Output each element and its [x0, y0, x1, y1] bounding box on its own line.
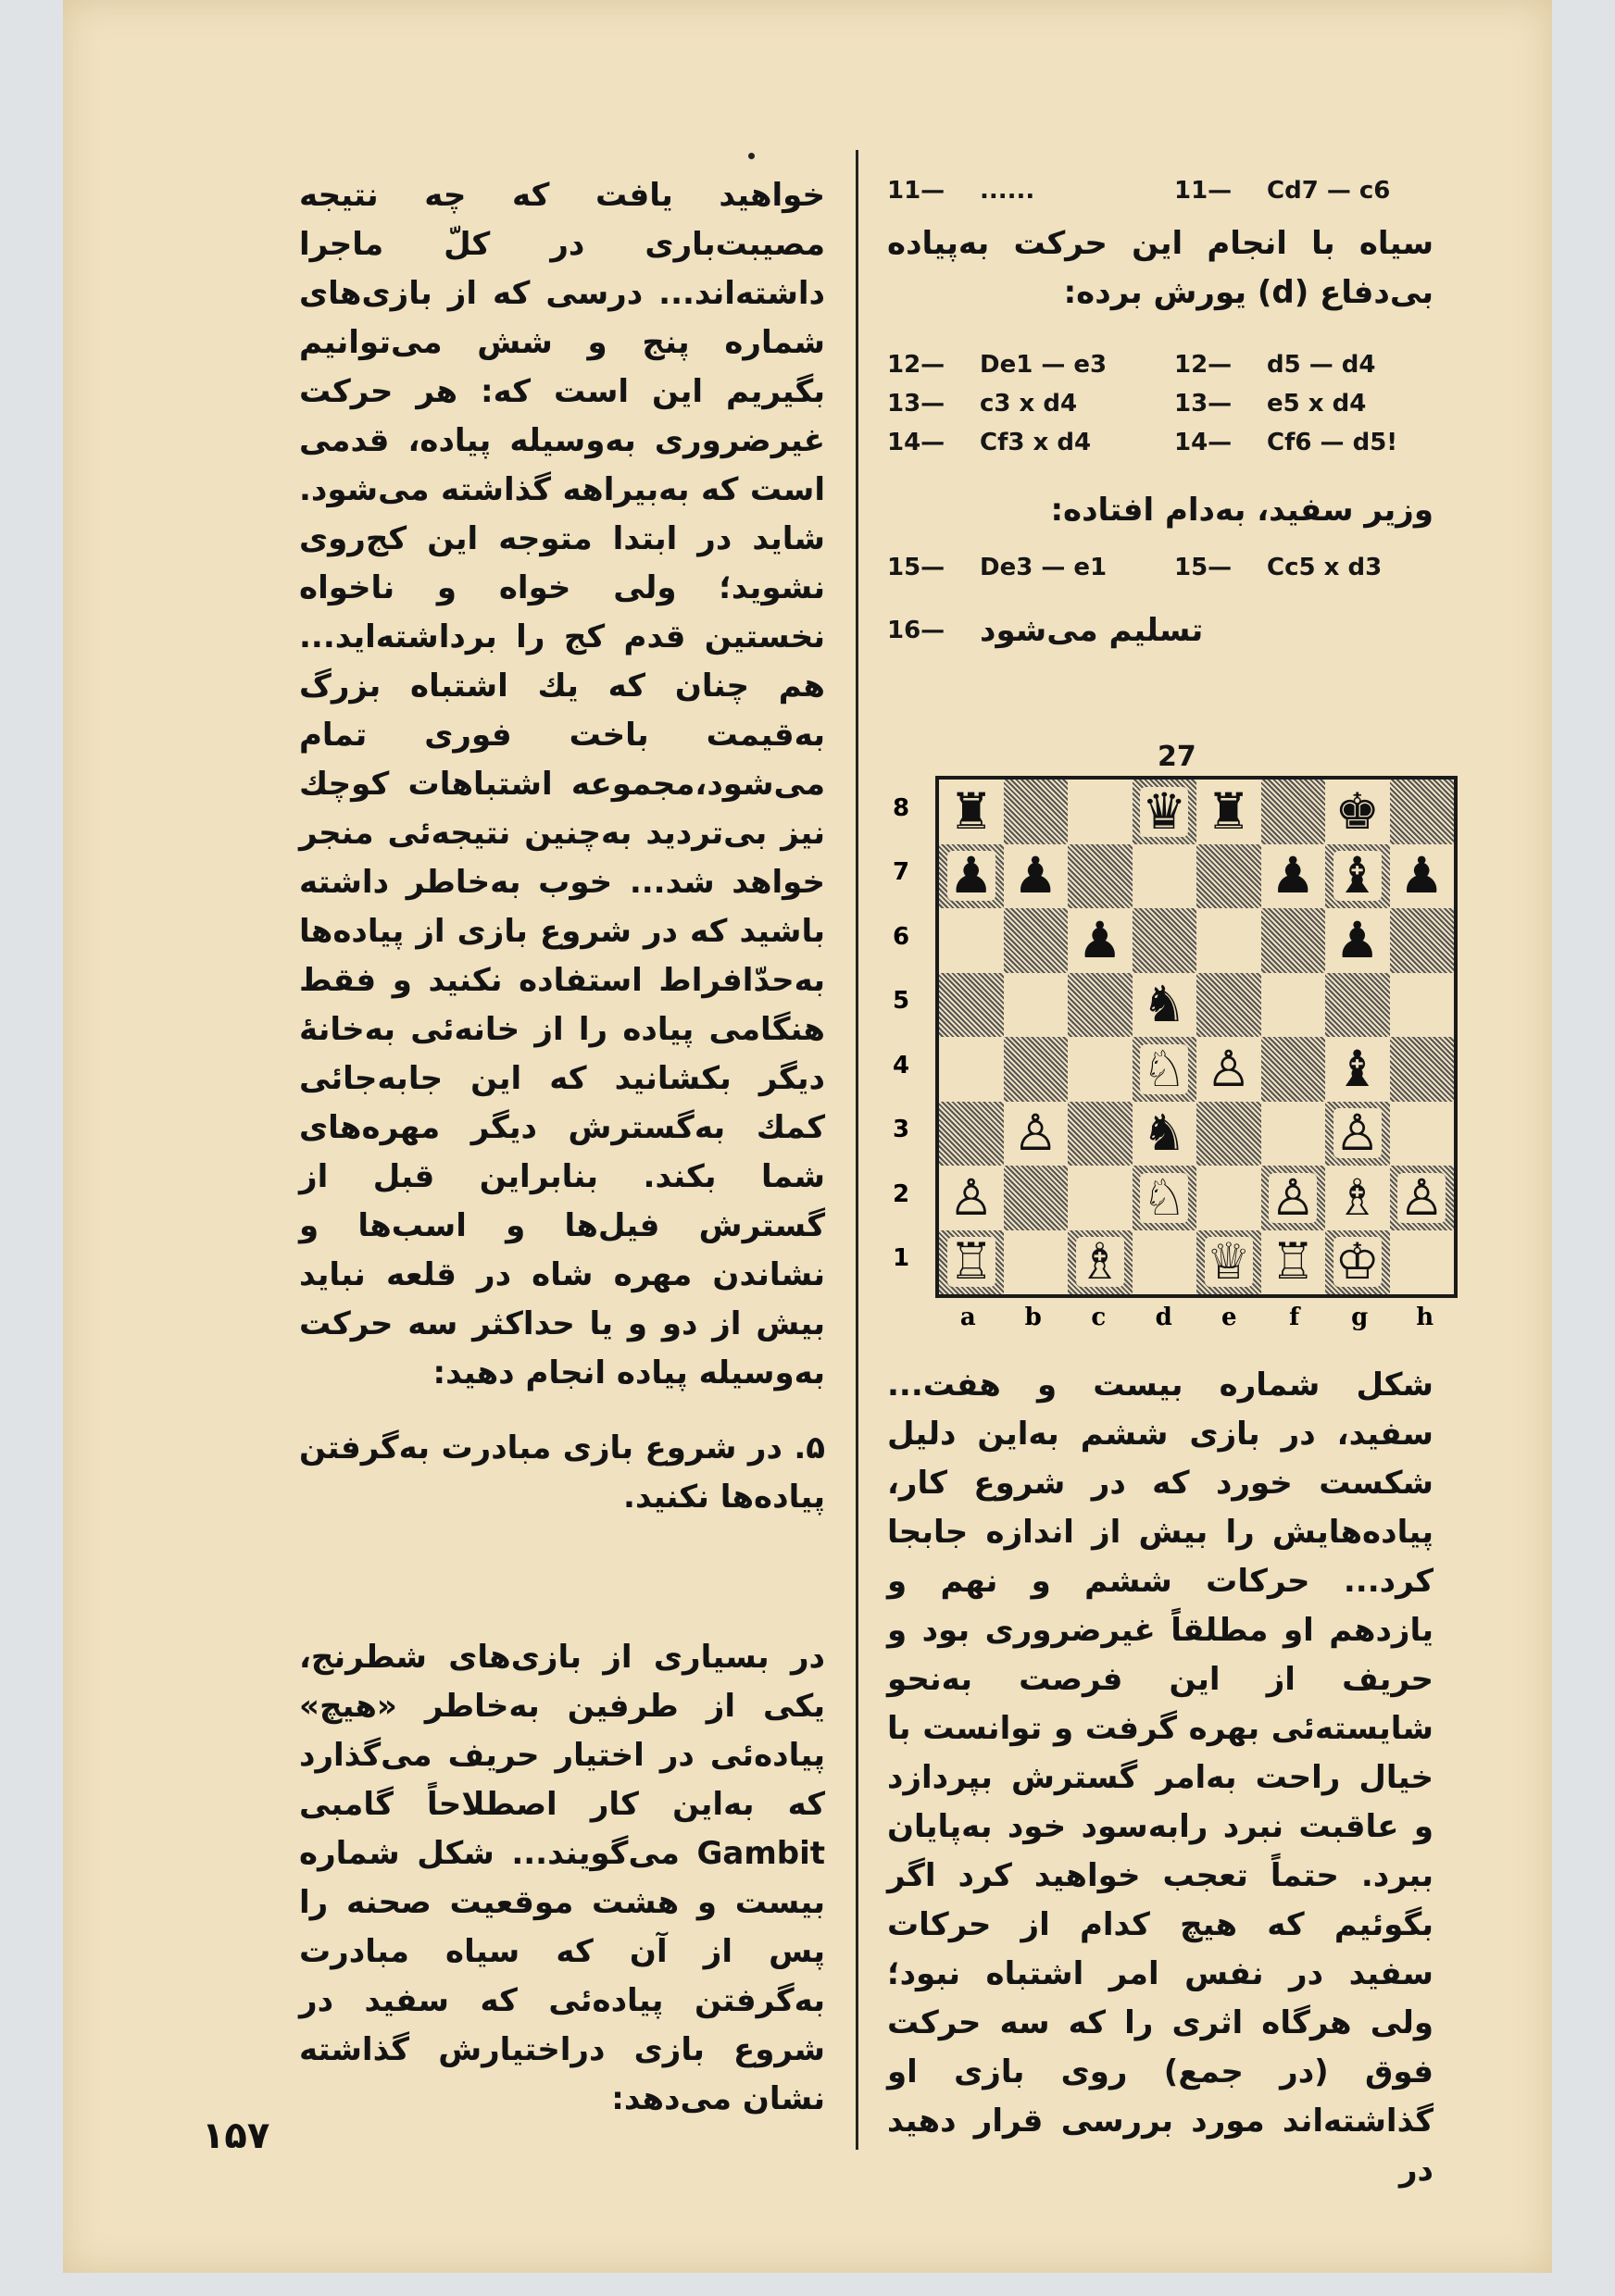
move-number-white: 11—: [887, 177, 945, 205]
move-number-white: 12—: [887, 351, 945, 379]
page-number: ۱۵۷: [202, 2115, 270, 2157]
board-square-h7: [1390, 844, 1455, 909]
file-label: c: [1091, 1304, 1107, 1331]
board-square-a2: [939, 1166, 1004, 1230]
board-square-d7: [1133, 844, 1197, 909]
chess-piece: ♟: [1077, 910, 1122, 969]
left-paragraph-1: خواهید یافت که چه نتیجه مصیبت‌باری در کلّ ماجرا داشته‌اند... درسی که از بازی‌های شماره پنج و شش می‌توانیم بگیریم این است که: هر حرکت غیرضروری به‌وسیله پیاده، قدمی است که به‌بیراهه گذاشته می‌شود. شاید در ابتدا متوجه این کج‌روی نشوید؛ ولی خواه و ناخواه نخستین قدم کج را برداشته‌اید... هم چنان که یك اشتباه بزرگ به‌قیمت باخت فوری تمام می‌شود،مجموعه اشتباهات کوچك نیز بی‌تردید به‌چنین نتیجه‌ئی منجر خواهد شد... خوب به‌خاطر داشته باشید که در شروع بازی از پیاده‌ها به‌حدّافراط استفاده نکنید و فقط هنگامی پیاده را از خانه‌ئی به‌خانهٔ دیگر بکشانید که این جابه‌جائی کمك به‌گسترش دیگر مهره‌های شما بکند. بنابراین قبل از گسترش فیل‌ها و اسب‌ها و نشاندن مهره شاه در قلعه نباید بیش از دو و یا حداکثر سه حرکت به‌وسیله پیاده انجام دهید:: [299, 177, 825, 1391]
move-number-black: 12—: [1174, 351, 1233, 379]
rank-labels: [887, 776, 915, 1291]
board-square-b4: [1004, 1037, 1069, 1102]
board-square-c6: [1068, 908, 1133, 973]
board-square-c5: [1068, 973, 1133, 1038]
board-square-g6: [1325, 908, 1390, 973]
board-square-c8: [1068, 780, 1133, 844]
chess-piece: ♟: [1334, 910, 1380, 969]
board-square-e2: [1196, 1166, 1261, 1230]
move-white: c3 x d4: [980, 390, 1078, 418]
chess-piece: ♘: [1142, 1167, 1187, 1227]
move-black: Cc5 x d3: [1267, 554, 1383, 581]
move-number-black: 11—: [1174, 177, 1233, 205]
board-square-g2: [1325, 1166, 1390, 1230]
board-square-d1: [1133, 1230, 1197, 1295]
section-heading-5: ۵. در شروع بازی مبادرت به‌گرفتن پیاده‌ها نکنید.: [299, 1429, 825, 1516]
file-label: d: [1155, 1304, 1172, 1331]
board-square-b6: [1004, 908, 1069, 973]
move-black: Cd7 — c6: [1267, 177, 1391, 205]
chess-piece: ♖: [1271, 1232, 1316, 1292]
board-square-a1: [939, 1230, 1004, 1295]
rank-label: 1: [892, 1244, 910, 1273]
board-square-g1: [1325, 1230, 1390, 1295]
chess-piece: ♛: [1142, 781, 1187, 841]
board-square-e4: [1196, 1037, 1261, 1102]
chess-piece: ♙: [948, 1167, 994, 1227]
move-white: Cf3 x d4: [980, 429, 1092, 456]
board-square-d8: [1133, 780, 1197, 844]
file-label: b: [1024, 1304, 1042, 1331]
board-square-b2: [1004, 1166, 1069, 1230]
move-white: ......: [980, 177, 1035, 205]
chess-piece: ♘: [1142, 1039, 1187, 1098]
board-square-a4: [939, 1037, 1004, 1102]
chess-piece: ♚: [1334, 781, 1380, 841]
chess-piece: ♞: [1142, 975, 1187, 1034]
board-square-e7: [1196, 844, 1261, 909]
move-row: [887, 384, 1433, 423]
move-white: De3 — e1: [980, 554, 1108, 581]
move-15: [887, 548, 1433, 587]
board-square-f1: [1261, 1230, 1326, 1295]
rank-label: 2: [892, 1179, 910, 1208]
rank-label: 3: [892, 1116, 910, 1144]
board-square-c4: [1068, 1037, 1133, 1102]
board-square-d4: [1133, 1037, 1197, 1102]
rank-label: 8: [892, 793, 910, 822]
chess-piece: ♜: [948, 781, 994, 841]
board-square-f5: [1261, 973, 1326, 1038]
board-square-a3: [939, 1102, 1004, 1167]
chess-piece: ♜: [1206, 781, 1251, 841]
chess-piece: ♟: [1013, 846, 1058, 905]
board-square-e1: [1196, 1230, 1261, 1295]
board-square-h4: [1390, 1037, 1455, 1102]
board-square-c1: [1068, 1230, 1133, 1295]
board-square-g5: [1325, 973, 1390, 1038]
board-square-b8: [1004, 780, 1069, 844]
move-number-black: 14—: [1174, 429, 1233, 456]
move-row: [887, 423, 1433, 462]
board-square-h5: [1390, 973, 1455, 1038]
left-column: [299, 171, 825, 2124]
chess-piece: ♙: [1334, 1104, 1380, 1163]
board-square-h6: [1390, 908, 1455, 973]
move-11: [887, 171, 1433, 210]
board-square-b1: [1004, 1230, 1069, 1295]
board-square-e3: [1196, 1102, 1261, 1167]
figure-number: 27: [1158, 741, 1196, 773]
chess-piece: ♖: [948, 1232, 994, 1292]
board-square-f7: [1261, 844, 1326, 909]
board-square-a7: [939, 844, 1004, 909]
board-square-e8: [1196, 780, 1261, 844]
column-divider: [856, 150, 858, 2150]
resigns-text: تسلیم می‌شود: [980, 611, 1204, 649]
board-square-g7: [1325, 844, 1390, 909]
board-square-e5: [1196, 973, 1261, 1038]
chess-piece: ♔: [1334, 1232, 1380, 1292]
board-square-g4: [1325, 1037, 1390, 1102]
board-square-c7: [1068, 844, 1133, 909]
moves-block: [887, 345, 1433, 462]
chess-piece: ♗: [1077, 1232, 1122, 1292]
right-column: [887, 171, 1433, 650]
chess-piece: ♝: [1334, 846, 1380, 905]
board-square-c2: [1068, 1166, 1133, 1230]
board-square-f6: [1261, 908, 1326, 973]
file-labels: [935, 1304, 1458, 1331]
board-square-b5: [1004, 973, 1069, 1038]
chess-piece: ♙: [1206, 1039, 1251, 1098]
chess-piece: ♝: [1334, 1039, 1380, 1098]
chess-piece: ♞: [1142, 1104, 1187, 1163]
chess-piece: ♙: [1399, 1167, 1445, 1227]
board-square-a6: [939, 908, 1004, 973]
board-square-h1: [1390, 1230, 1455, 1295]
move-number-white: 13—: [887, 390, 945, 418]
chess-piece: ♙: [1271, 1167, 1316, 1227]
file-label: a: [959, 1304, 976, 1331]
rank-label: 5: [892, 987, 910, 1016]
board-square-f2: [1261, 1166, 1326, 1230]
chess-piece: ♗: [1334, 1167, 1380, 1227]
board-square-g8: [1325, 780, 1390, 844]
chess-piece: ♟: [1399, 846, 1445, 905]
board-square-c3: [1068, 1102, 1133, 1167]
move-number-white: 14—: [887, 429, 945, 456]
move-row: [887, 345, 1433, 384]
board-square-h8: [1390, 780, 1455, 844]
move-number-white: 15—: [887, 554, 945, 581]
board-square-b3: [1004, 1102, 1069, 1167]
figure-caption-block: [887, 1361, 1433, 2195]
file-label: h: [1416, 1304, 1434, 1331]
move-black: d5 — d4: [1267, 351, 1376, 379]
chess-piece: ♙: [1013, 1104, 1058, 1163]
move-black: e5 x d4: [1267, 390, 1367, 418]
file-label: f: [1289, 1304, 1300, 1331]
board-square-f4: [1261, 1037, 1326, 1102]
board-square-b7: [1004, 844, 1069, 909]
chess-piece: ♟: [948, 846, 994, 905]
move-number-white: 16—: [887, 617, 945, 644]
board-square-h3: [1390, 1102, 1455, 1167]
board-square-g3: [1325, 1102, 1390, 1167]
move-black: Cf6 — d5!: [1267, 429, 1398, 456]
figure-caption: شکل شماره بیست و هفت... سفید، در بازی ششم به‌این دلیل شکست خورد که در شروع کار، پیاده‌هایش را بیش از اندازه جابجا کرد... حرکات ششم و نهم و یازدهم او مطلقاً غیرضروری بود و حریف از این فرصت به‌نحو شایسته‌ئی بهره گرفت و توانست با خیال راحت به‌امر گسترش بپردازد و عاقبت نبرد رابه‌سود خود به‌پایان ببرد. حتماً تعجب خواهید کرد اگر بگوئیم که هیچ کدام از حرکات سفید در نفس امر اشتباه نبود؛ ولی هرگاه اثری را که سه حرکت فوق (در جمع) روی بازی او گذاشته‌اند مورد بررسی قرار دهید در: [887, 1366, 1433, 2189]
move-white: De1 — e3: [980, 351, 1108, 379]
file-label: e: [1221, 1304, 1237, 1331]
rank-label: 7: [892, 858, 910, 887]
move-16: [887, 611, 1433, 650]
board-square-e6: [1196, 908, 1261, 973]
ink-dot: [748, 153, 755, 159]
board-square-f3: [1261, 1102, 1326, 1167]
move-number-black: 13—: [1174, 390, 1233, 418]
comment-1: سیاه با انجام این حرکت به‌پیاده بی‌دفاع (d) یورش برده:: [887, 225, 1433, 311]
move-number-black: 15—: [1174, 554, 1233, 581]
board-square-d2: [1133, 1166, 1197, 1230]
chess-board: [935, 776, 1458, 1298]
board-square-h2: [1390, 1166, 1455, 1230]
file-label: g: [1351, 1304, 1369, 1331]
chess-piece: ♟: [1271, 846, 1316, 905]
chess-piece: ♕: [1206, 1232, 1251, 1292]
board-square-f8: [1261, 780, 1326, 844]
comment-2: وزیر سفید، به‌دام افتاده:: [1050, 492, 1433, 529]
board-square-d3: [1133, 1102, 1197, 1167]
board-square-d6: [1133, 908, 1197, 973]
board-square-a8: [939, 780, 1004, 844]
board-square-d5: [1133, 973, 1197, 1038]
left-paragraph-2: در بسیاری از بازی‌های شطرنج، یکی از طرفین به‌خاطر «هیچ» پیاده‌ئی در اختیار حریف می‌گذارد که به‌این کار اصطلاحاً گامبی Gambit می‌گویند... شکل شماره بیست و هشت موقعیت صحنه را پس از آن که سیاه مبادرت به‌گرفتن پیاده‌ئی که سفید در شروع بازی دراختیارش گذاشته نشان می‌دهد:: [299, 1639, 825, 2117]
board-square-a5: [939, 973, 1004, 1038]
rank-label: 4: [892, 1051, 910, 1079]
rank-label: 6: [892, 922, 910, 951]
